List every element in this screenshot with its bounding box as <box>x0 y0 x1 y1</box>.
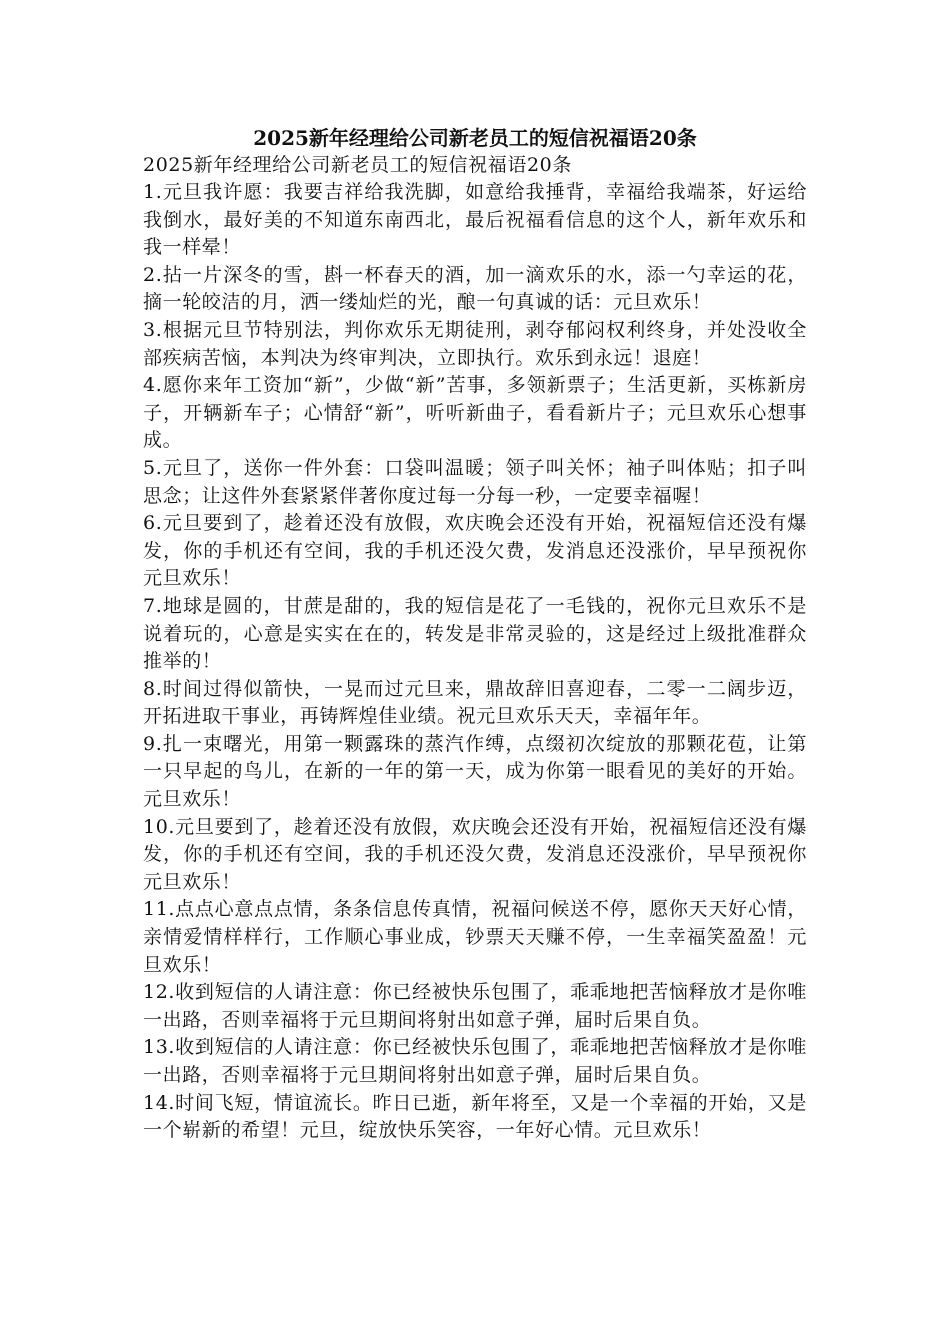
document-subtitle: 2025新年经理给公司新老员工的短信祝福语20条 <box>143 154 572 176</box>
greeting-item-14: 14.时间飞短，情谊流长。昨日已逝，新年将至，又是一个幸福的开始，又是一个崭新的希望！元旦，绽放快乐笑容，一年好心情。元旦欢乐！ <box>143 1091 807 1142</box>
greeting-item-11: 11.点点心意点点情，条条信息传真情，祝福问候送不停，愿你天天好心情，亲情爱情样样行，工作顺心事业成，钞票天天赚不停，一生幸福笑盈盈！元旦欢乐！ <box>143 898 807 976</box>
greeting-item-10: 10.元旦要到了，趁着还没有放假，欢庆晚会还没有开始，祝福短信还没有爆发，你的手机还有空间，我的手机还没欠费，发消息还没涨价，早早预祝你元旦欢乐！ <box>143 815 807 893</box>
greeting-item-2: 2.拈一片深冬的雪，斟一杯春天的酒，加一滴欢乐的水，添一勺幸运的花，摘一轮皎洁的月，洒一缕灿烂的光，酿一句真诚的话：元旦欢乐！ <box>143 263 807 314</box>
greeting-item-9: 9.扎一束曙光，用第一颗露珠的蒸汽作缚，点缀初次绽放的那颗花苞，让第一只早起的鸟儿，在新的一年的第一天，成为你第一眼看见的美好的开始。元旦欢乐！ <box>143 732 807 811</box>
greeting-item-12: 12.收到短信的人请注意：你已经被快乐包围了，乖乖地把苦恼释放才是你唯一出路，否则幸福将于元旦期间将射出如意子弹，届时后果自负。 <box>143 981 807 1031</box>
greeting-item-7: 7.地球是圆的，甘蔗是甜的，我的短信是花了一毛钱的，祝你元旦欢乐不是说着玩的，心意是实实在在的，转发是非常灵验的，这是经过上级批准群众推举的！ <box>143 594 807 673</box>
greeting-item-3: 3.根据元旦节特别法，判你欢乐无期徒刑，剥夺郁闷权利终身，并处没收全部疾病苦恼，本判决为终审判决，立即执行。欢乐到永远！退庭！ <box>143 318 807 369</box>
greeting-item-4: 4.愿你来年工资加“新”，少做“新”苦事，多领新票子；生活更新，买栋新房子，开辆新车子；心情舒“新”，听听新曲子，看看新片子；元旦欢乐心想事成。 <box>143 374 807 452</box>
document-title: 2025新年经理给公司新老员工的短信祝福语20条 <box>253 126 697 150</box>
greeting-item-8: 8.时间过得似箭快，一晃而过元旦来，鼎故辞旧喜迎春，二零一二阔步迈，开拓进取干事业，再铸辉煌佳业绩。祝元旦欢乐天天，幸福年年。 <box>143 677 807 728</box>
greeting-item-5: 5.元旦了，送你一件外套：口袋叫温暖；领子叫关怀；袖子叫体贴；扣子叫思念；让这件外套紧紧伴著你度过每一分每一秒，一定要幸福喔！ <box>143 456 807 507</box>
greeting-item-13: 13.收到短信的人请注意：你已经被快乐包围了，乖乖地把苦恼释放才是你唯一出路，否则幸福将于元旦期间将射出如意子弹，届时后果自负。 <box>143 1036 807 1086</box>
greeting-item-1: 1.元旦我许愿：我要吉祥给我洗脚，如意给我捶背，幸福给我端茶，好运给我倒水，最好美的不知道东南西北，最后祝福看信息的这个人，新年欢乐和我一样晕！ <box>143 181 807 259</box>
greeting-list <box>143 179 807 1145</box>
greeting-item-6: 6.元旦要到了，趁着还没有放假，欢庆晚会还没有开始，祝福短信还没有爆发，你的手机还有空间，我的手机还没欠费，发消息还没涨价，早早预祝你元旦欢乐！ <box>143 512 807 590</box>
document-content <box>143 124 807 1145</box>
